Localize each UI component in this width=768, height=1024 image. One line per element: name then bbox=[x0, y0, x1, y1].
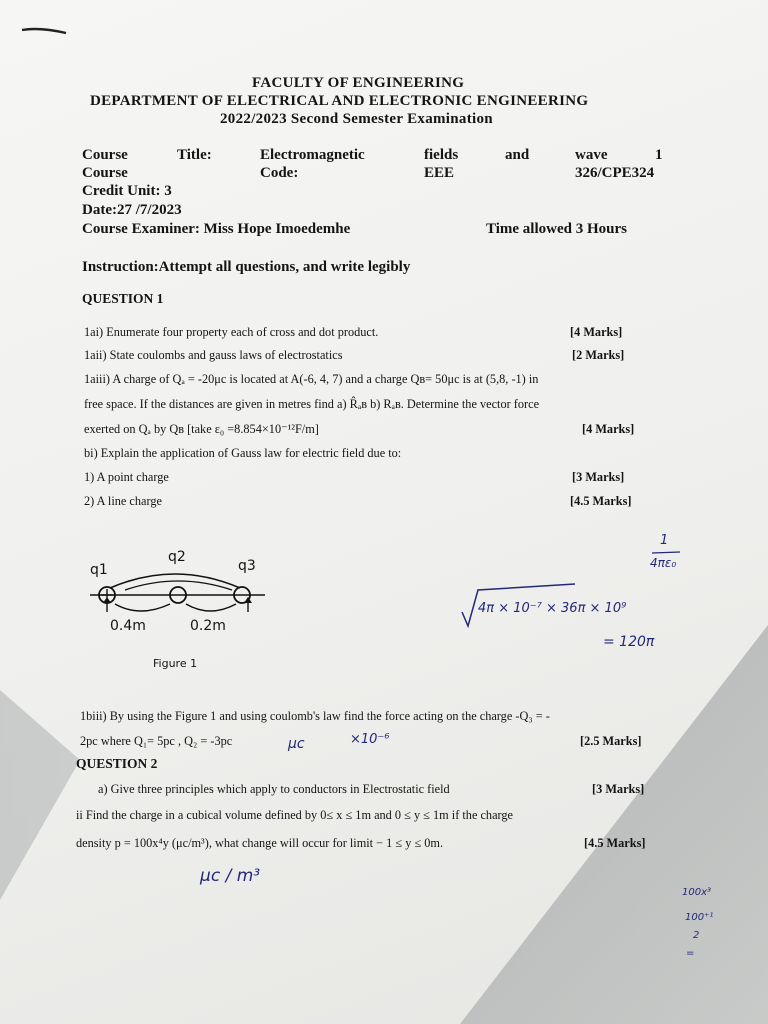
course-number: 1 bbox=[655, 147, 663, 163]
q1-bi: bi) Explain the application of Gauss law for electric field due to: bbox=[84, 446, 402, 460]
q2-ii-marks: [4.5 Marks] bbox=[584, 836, 646, 850]
exam-date: Date:27 /7/2023 bbox=[82, 202, 182, 218]
q1-ai: 1ai) Enumerate four property each of cross and dot product. bbox=[84, 325, 379, 339]
time-allowed: Time allowed 3 Hours bbox=[486, 221, 627, 237]
figure-label-q1: q1 bbox=[90, 562, 108, 578]
q1-aiii-line3: exerted on Qₐ by Qʙ [take ε₀ =8.854×10⁻¹²F/m] bbox=[84, 422, 319, 436]
handwritten-result: = 120π bbox=[603, 634, 655, 650]
code-number: 326/CPE324 bbox=[575, 165, 655, 181]
figure-caption: Figure 1 bbox=[153, 657, 198, 670]
question-2-title: QUESTION 2 bbox=[76, 756, 158, 771]
handwritten-sqrt-expression: 4π × 10⁻⁷ × 36π × 10⁹ bbox=[478, 601, 627, 616]
q1-bi-2: 2) A line charge bbox=[84, 494, 162, 508]
q1-aiii-line2: free space. If the distances are given in metres find a) R̂ₐʙ b) Rₐʙ. Determine the vector force bbox=[84, 397, 540, 411]
handwritten-side-3: 2 bbox=[693, 930, 700, 941]
handwritten-side-2: 100⁺¹ bbox=[685, 912, 714, 923]
handwritten-fraction-numerator: 1 bbox=[660, 533, 669, 548]
wave-word: wave bbox=[575, 147, 608, 163]
figure-label-q3: q3 bbox=[238, 558, 256, 574]
handwritten-unit-density: μc / m³ bbox=[200, 866, 261, 886]
figure-distance-2: 0.2m bbox=[190, 618, 226, 634]
q1-bi-2-marks: [4.5 Marks] bbox=[570, 494, 632, 508]
title-word: Title: bbox=[177, 147, 212, 163]
q1-biii-line2: 2pc where Q₁= 5pc , Q₂ = -3pc bbox=[80, 734, 233, 748]
figure-label-q2: q2 bbox=[168, 549, 186, 565]
q1-bi-1-marks: [3 Marks] bbox=[572, 470, 625, 484]
handwritten-side-4: = bbox=[686, 948, 695, 959]
q1-ai-marks: [4 Marks] bbox=[570, 325, 623, 339]
session-title: 2022/2023 Second Semester Examination bbox=[220, 111, 493, 127]
faculty-title: FACULTY OF ENGINEERING bbox=[252, 75, 465, 91]
fraction-bar bbox=[652, 552, 680, 553]
handwritten-unit-exp: ×10⁻⁶ bbox=[350, 732, 390, 747]
handwritten-fraction-denominator: 4πε₀ bbox=[650, 556, 677, 570]
course-examiner: Course Examiner: Miss Hope Imoedemhe bbox=[82, 221, 351, 237]
electromagnetic-word: Electromagnetic bbox=[260, 147, 365, 163]
code-eee: EEE bbox=[424, 165, 455, 181]
q2-ii-line1: ii Find the charge in a cubical volume defined by 0≤ x ≤ 1m and 0 ≤ y ≤ 1m if the charge bbox=[76, 808, 514, 822]
q2-a: a) Give three principles which apply to conductors in Electrostatic field bbox=[98, 782, 450, 796]
code-label: Code: bbox=[260, 165, 299, 181]
course-word-2: Course bbox=[82, 165, 128, 181]
credit-unit: Credit Unit: 3 bbox=[82, 183, 172, 199]
department-title: DEPARTMENT OF ELECTRICAL AND ELECTRONIC ENGINEERING bbox=[90, 93, 589, 109]
handwritten-unit-uc: μc bbox=[288, 736, 305, 752]
q2-ii-line2: density p = 100x⁴y (μc/m³), what change will occur for limit − 1 ≤ y ≤ 0m. bbox=[76, 836, 444, 850]
q2-a-marks: [3 Marks] bbox=[592, 782, 645, 796]
q1-aiii-line1: 1aiii) A charge of Qₐ = -20μc is located at A(-6, 4, 7) and a charge Qʙ= 50μc is at (5,8, -1) in bbox=[84, 372, 539, 386]
q1-bi-1: 1) A point charge bbox=[84, 470, 169, 484]
q1-aiii-marks: [4 Marks] bbox=[582, 422, 635, 436]
question-1-title: QUESTION 1 bbox=[82, 291, 164, 306]
course-word: Course bbox=[82, 147, 128, 163]
q1-biii-marks: [2.5 Marks] bbox=[580, 734, 642, 748]
figure-distance-1: 0.4m bbox=[110, 618, 146, 634]
handwritten-side-1: 100x³ bbox=[682, 887, 712, 898]
fields-word: fields bbox=[424, 147, 459, 163]
instruction: Instruction:Attempt all questions, and write legibly bbox=[82, 259, 411, 275]
q1-biii-line1: 1biii) By using the Figure 1 and using coulomb's law find the force acting on the charge -Q₃ = - bbox=[80, 709, 550, 723]
and-word: and bbox=[505, 147, 530, 163]
q1-aii-marks: [2 Marks] bbox=[572, 348, 625, 362]
q1-aii: 1aii) State coulombs and gauss laws of electrostatics bbox=[84, 348, 343, 362]
